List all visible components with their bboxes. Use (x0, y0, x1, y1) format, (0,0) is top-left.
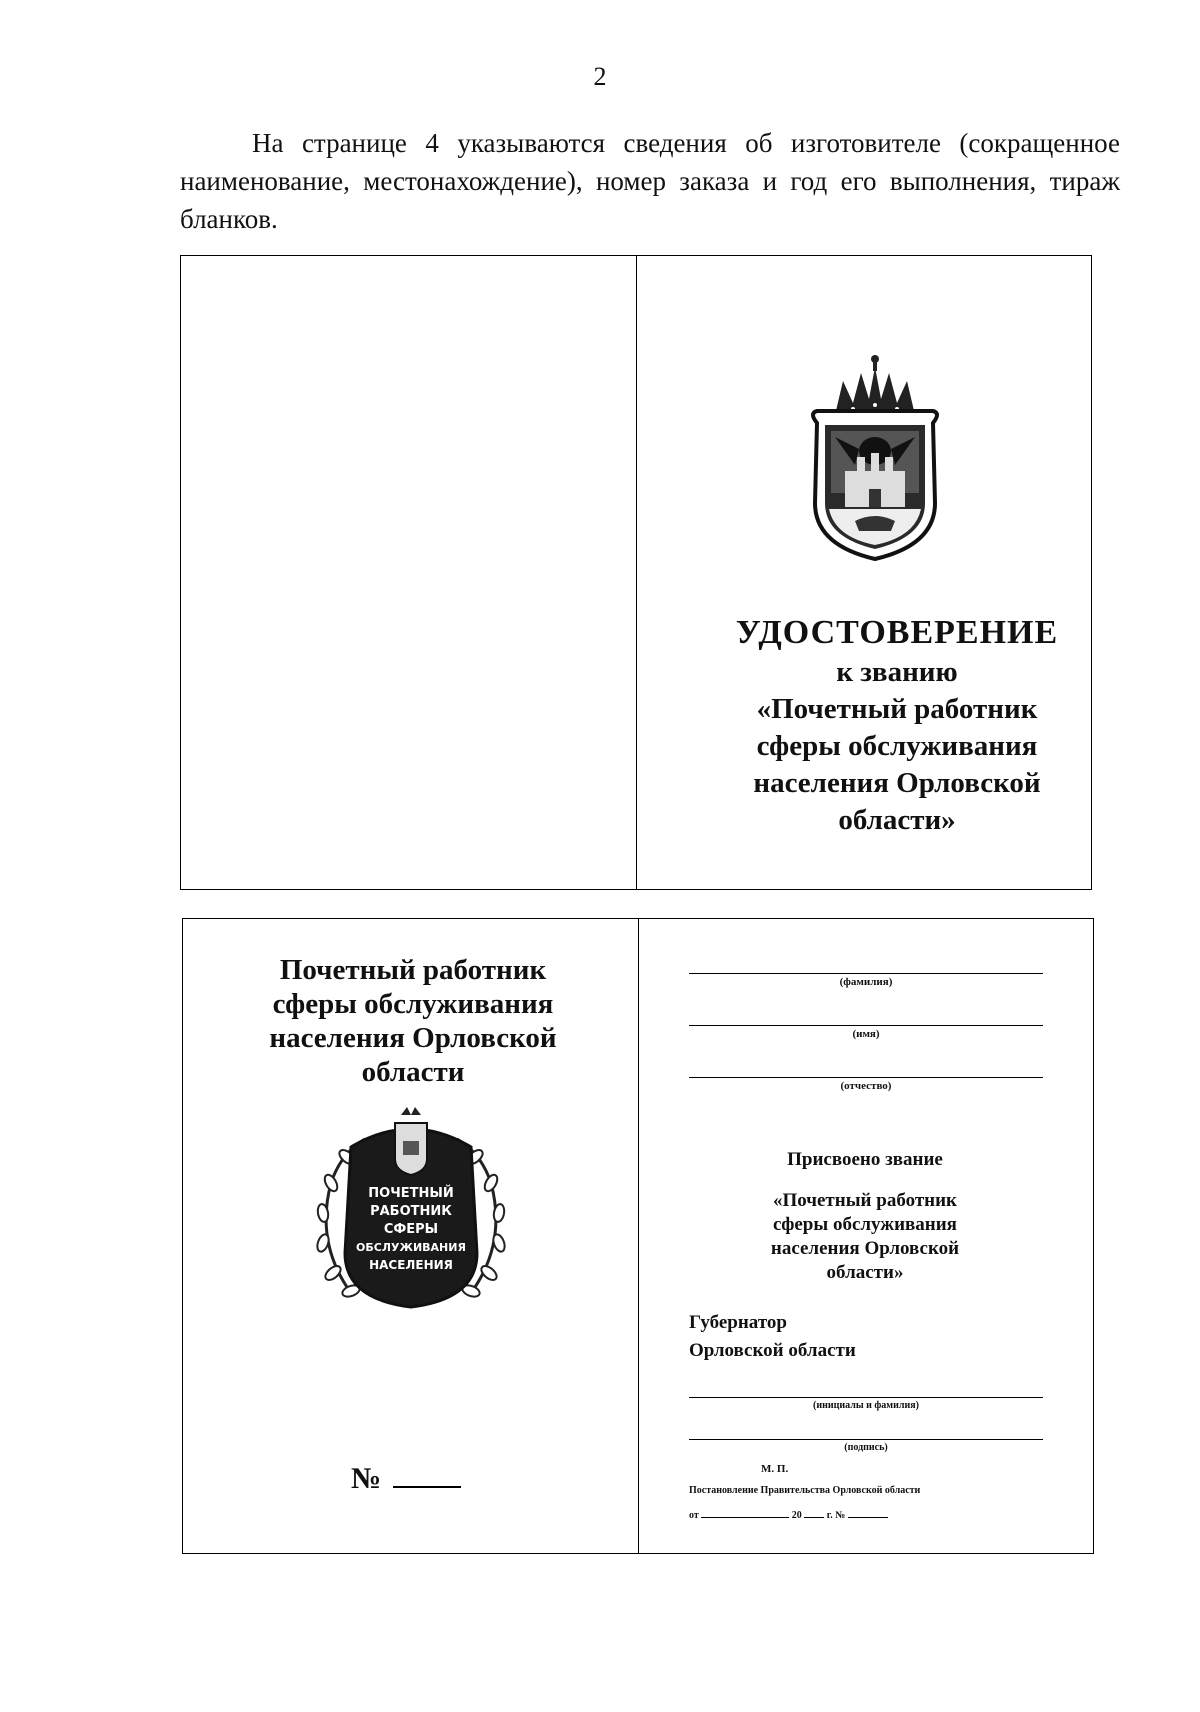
badge-text-line: РАБОТНИК (370, 1204, 452, 1219)
number-label: № (351, 1462, 382, 1495)
cover-line: населения Орловской (753, 767, 1041, 799)
assigned-title-label: Присвоено звание (787, 1149, 943, 1170)
surname-field: (фамилия) (689, 973, 1043, 988)
cover-line: «Почетный работник (756, 693, 1038, 725)
decree-date-blank (701, 1507, 789, 1518)
certificate-outer-spread (180, 255, 1092, 890)
initials-field: (инициалы и фамилия) (689, 1397, 1043, 1411)
number-blank-line (393, 1462, 461, 1488)
coat-of-arms-icon (795, 353, 955, 563)
rank-title (659, 1189, 1071, 1285)
intro-paragraph: На странице 4 указываются сведения об изготовителе (сокращенное наименование, местонахождение), номер заказа и год его выполнения, тираж бланков. (180, 128, 1120, 234)
governor-line: Орловской области (689, 1340, 856, 1361)
certificate-inner-spread (182, 918, 1094, 1554)
cover-line: области» (838, 804, 956, 836)
cover-title (697, 612, 1097, 839)
decree-g-number: г. № (826, 1510, 846, 1521)
badge-text-line: ПОЧЕТНЫЙ (368, 1186, 454, 1201)
decree-label: Постановление Правительства Орловской области (689, 1485, 921, 1496)
inner-right-page (639, 919, 1093, 1553)
decree-date-line (689, 1507, 888, 1521)
badge-title-line: Почетный работник (279, 954, 547, 986)
cover-heading: УДОСТОВЕРЕНИЕ (735, 614, 1059, 651)
rank-line: населения Орловской (770, 1238, 960, 1259)
rank-line: «Почетный работник (773, 1190, 957, 1211)
decree-from: от (689, 1510, 699, 1521)
badge-text-line: ОБСЛУЖИВАНИЯ (356, 1241, 466, 1254)
badge-title-line: населения Орловской (269, 1022, 557, 1054)
governor-title (689, 1309, 856, 1365)
badge-title-line: сферы обслуживания (272, 988, 554, 1020)
badge-title (223, 953, 603, 1089)
decree-number-blank (848, 1507, 888, 1518)
badge-text-line: НАСЕЛЕНИЯ (369, 1258, 453, 1272)
rank-line: области» (826, 1262, 904, 1283)
page-number: 2 (593, 62, 607, 91)
name-field: (имя) (689, 1025, 1043, 1040)
back-cover-page (181, 256, 637, 889)
badge-text-line: СФЕРЫ (383, 1222, 439, 1237)
signature-field: (подпись) (689, 1439, 1043, 1453)
front-cover-page (637, 256, 1091, 889)
certificate-number (351, 1462, 461, 1496)
decree-year: 20 (791, 1510, 802, 1521)
patronymic-field: (отчество) (689, 1077, 1043, 1092)
decree-year-blank (804, 1507, 824, 1518)
rank-line: сферы обслуживания (773, 1214, 957, 1235)
badge-title-line: области (361, 1056, 465, 1088)
inner-left-page (183, 919, 639, 1553)
cover-line: сферы обслуживания (756, 730, 1038, 762)
governor-line: Губернатор (689, 1312, 787, 1333)
seal-mark: М. П. (761, 1463, 789, 1475)
honor-badge-icon (311, 1103, 511, 1313)
cover-line: к званию (836, 656, 958, 688)
